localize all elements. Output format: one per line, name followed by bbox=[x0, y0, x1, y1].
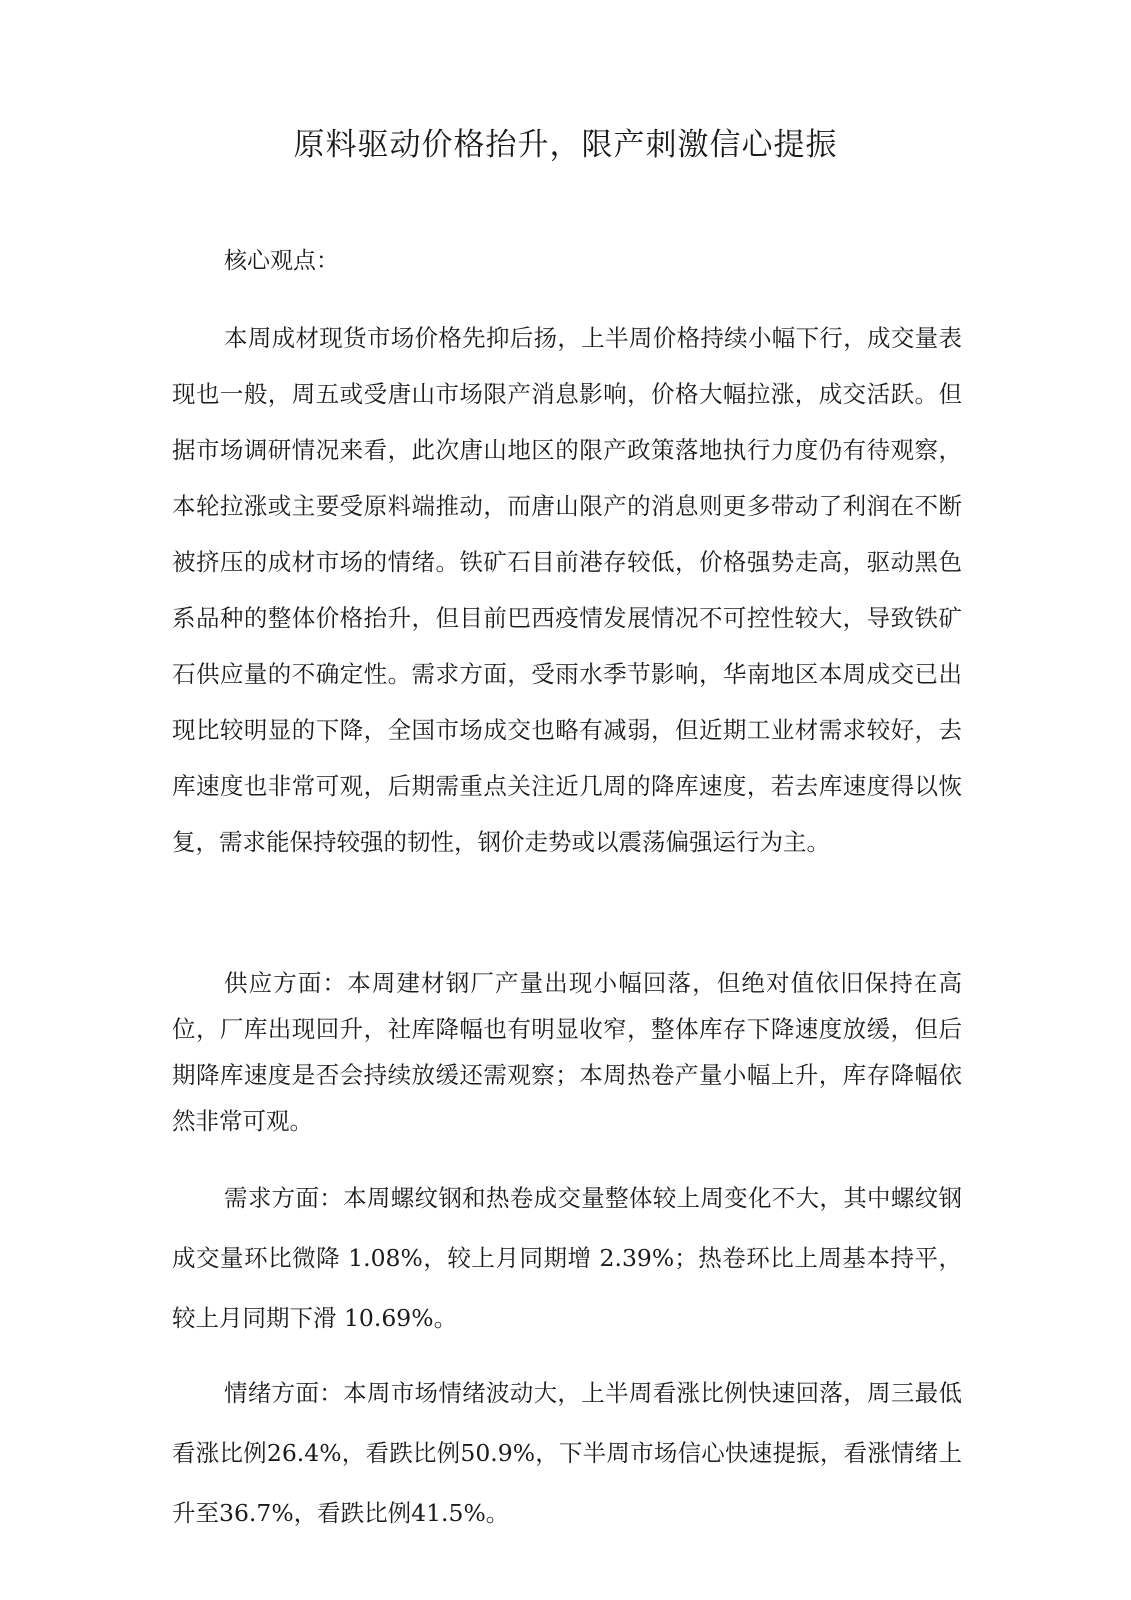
paragraph-demand: 需求方面：本周螺纹钢和热卷成交量整体较上周变化不大，其中螺纹钢成交量环比微降 1.08%，较上月同期增 2.39%；热卷环比上周基本持平，较上月同期下滑 10.69%。 bbox=[172, 1184, 962, 1332]
section-heading-core-views: 核心观点： bbox=[224, 248, 339, 274]
document-title: 原料驱动价格抬升，限产刺激信心提振 bbox=[293, 127, 838, 163]
paragraph-sentiment: 情绪方面：本周市场情绪波动大，上半周看涨比例快速回落，周三最低看涨比例26.4%，看跌比例50.9%，下半周市场信心快速提振，看涨情绪上升至36.7%，看跌比例41.5%。 bbox=[172, 1379, 962, 1527]
paragraph-supply: 供应方面：本周建材钢厂产量出现小幅回落，但绝对值依旧保持在高位，厂库出现回升，社库降幅也有明显收窄，整体库存下降速度放缓，但后期降库速度是否会持续放缓还需观察；本周热卷产量小幅上升，库存降幅依然非常可观。 bbox=[172, 969, 962, 1135]
paragraph-core-view: 本周成材现货市场价格先抑后扬，上半周价格持续小幅下行，成交量表现也一般，周五或受唐山市场限产消息影响，价格大幅拉涨，成交活跃。但据市场调研情况来看，此次唐山地区的限产政策落地执行力度仍有待观察，本轮拉涨或主要受原料端推动，而唐山限产的消息则更多带动了利润在不断被挤压的成材市场的情绪。铁矿石目前港存较低，价格强势走高，驱动黑色系品种的整体价格抬升，但目前巴西疫情发展情况不可控性较大，导致铁矿石供应量的不确定性。需求方面，受雨水季节影响，华南地区本周成交已出现比较明显的下降，全国市场成交也略有减弱，但近期工业材需求较好，去库速度也非常可观，后期需重点关注近几周的降库速度，若去库速度得以恢复，需求能保持较强的韧性，钢价走势或以震荡偏强运行为主。 bbox=[172, 324, 962, 856]
